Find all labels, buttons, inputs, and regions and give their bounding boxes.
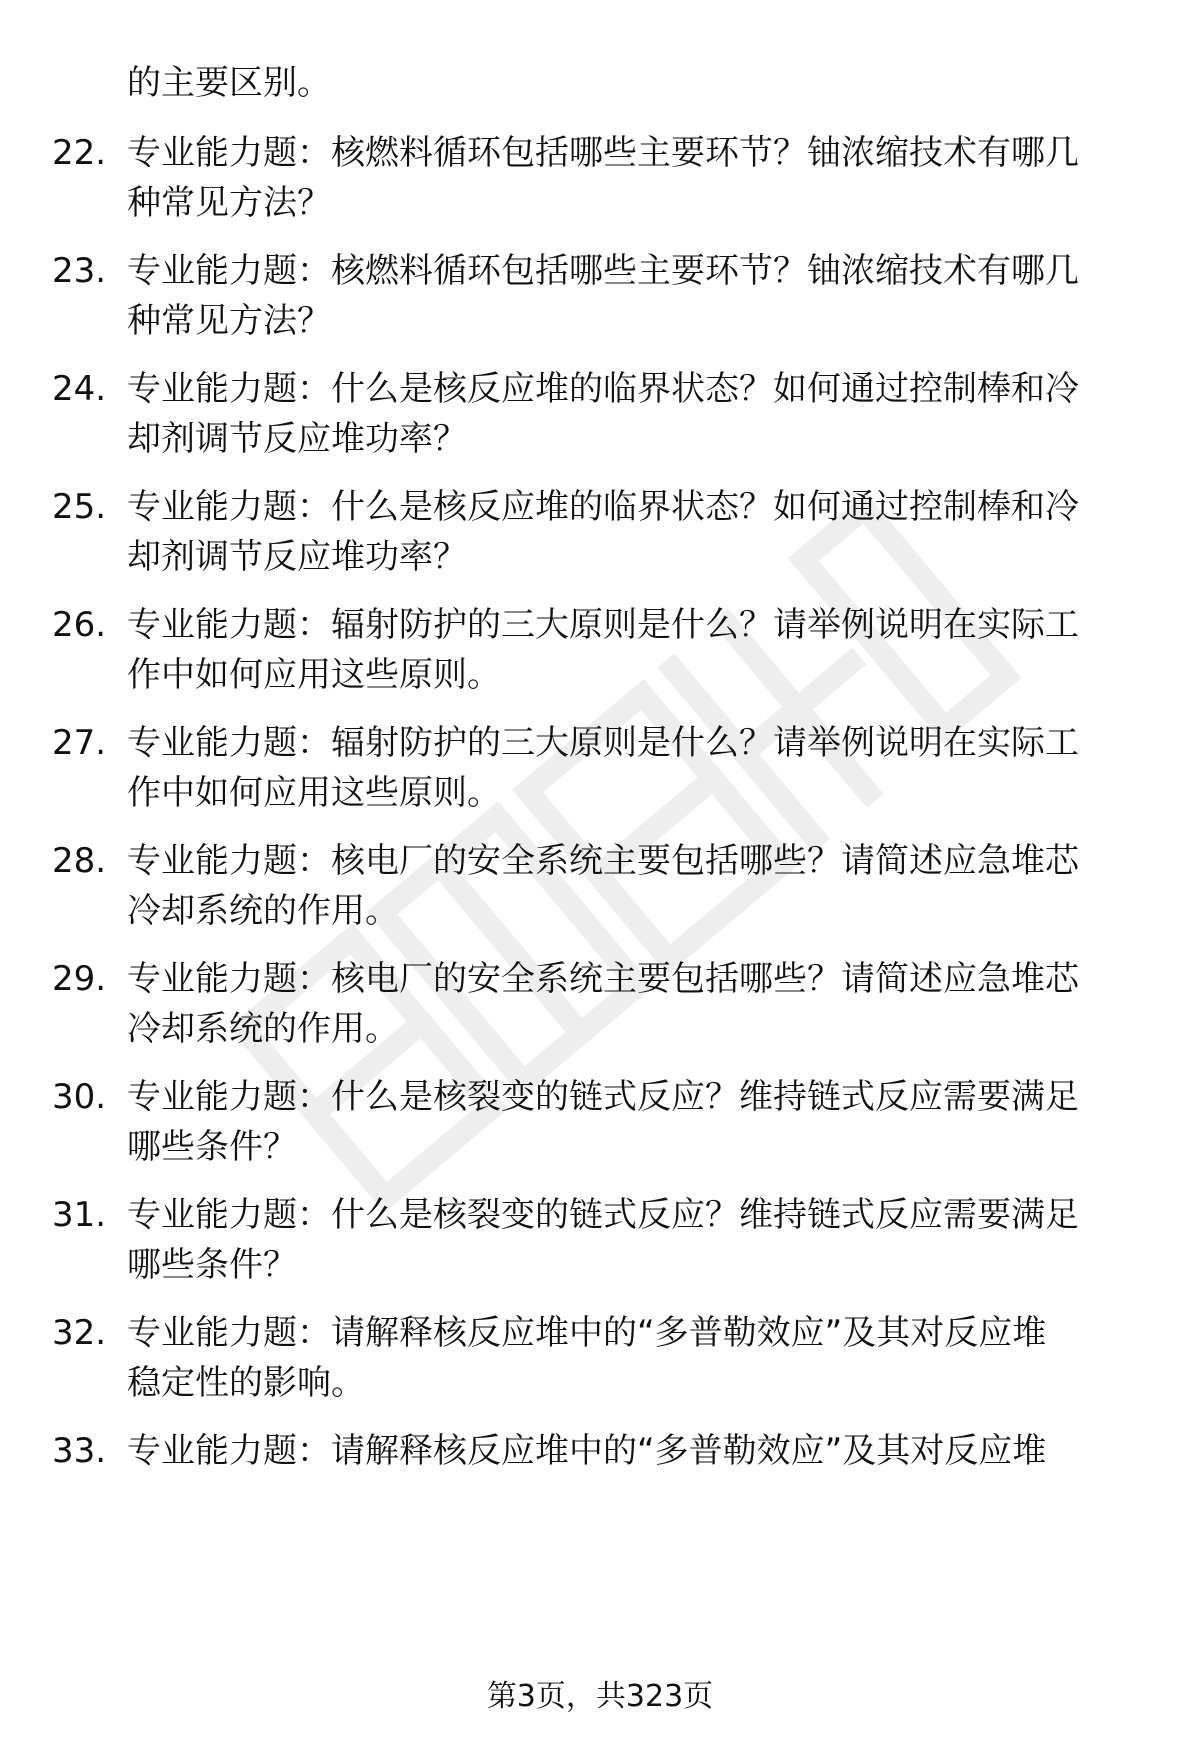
list-item (0, 600, 1200, 710)
question-line: 专业能力题：什么是核裂变的链式反应？维持链式反应需要满足 (127, 1195, 1079, 1235)
list-item (0, 836, 1200, 946)
question-line: 种常见方法？ (127, 301, 331, 341)
question-number: 25. (52, 487, 107, 527)
question-text (127, 246, 1147, 346)
list-item (0, 364, 1200, 474)
question-text (127, 1072, 1147, 1172)
question-number: 30. (52, 1077, 107, 1117)
question-line: 哪些条件？ (127, 1245, 297, 1285)
list-item (0, 128, 1200, 238)
question-text (127, 836, 1147, 936)
question-number: 22. (52, 133, 107, 173)
page-footer: 第3页，共323页 (486, 1679, 714, 1714)
question-number: 23. (52, 251, 107, 291)
question-line: 却剂调节反应堆功率？ (127, 537, 467, 577)
list-item (0, 1190, 1200, 1300)
question-number: 29. (52, 959, 107, 999)
question-line: 哪些条件？ (127, 1127, 297, 1167)
question-text (127, 600, 1147, 700)
question-line: 专业能力题：请解释核反应堆中的“多普勒效应”及其对反应堆 (127, 1431, 1047, 1471)
question-text (127, 1426, 1147, 1476)
list-item (0, 1308, 1200, 1418)
question-line: 专业能力题：什么是核裂变的链式反应？维持链式反应需要满足 (127, 1077, 1079, 1117)
question-line: 专业能力题：核电厂的安全系统主要包括哪些？请简述应急堆芯 (127, 959, 1079, 999)
question-line: 专业能力题：请解释核反应堆中的“多普勒效应”及其对反应堆 (127, 1313, 1047, 1353)
question-number: 27. (52, 723, 107, 763)
question-line: 冷却系统的作用。 (127, 891, 399, 931)
question-line: 作中如何应用这些原则。 (127, 773, 501, 813)
question-line: 专业能力题：核燃料循环包括哪些主要环节？铀浓缩技术有哪几 (127, 133, 1079, 173)
question-text (127, 1190, 1147, 1290)
list-item (0, 482, 1200, 592)
question-line: 专业能力题：核燃料循环包括哪些主要环节？铀浓缩技术有哪几 (127, 251, 1079, 291)
question-number: 28. (52, 841, 107, 881)
question-line: 却剂调节反应堆功率？ (127, 419, 467, 459)
question-text (127, 954, 1147, 1054)
list-item (0, 1426, 1200, 1536)
question-line: 稳定性的影响。 (127, 1363, 365, 1403)
question-line: 专业能力题：辐射防护的三大原则是什么？请举例说明在实际工 (127, 605, 1079, 645)
question-number: 33. (52, 1431, 107, 1471)
question-line: 专业能力题：什么是核反应堆的临界状态？如何通过控制棒和冷 (127, 369, 1079, 409)
question-line: 专业能力题：什么是核反应堆的临界状态？如何通过控制棒和冷 (127, 487, 1079, 527)
question-line: 作中如何应用这些原则。 (127, 655, 501, 695)
question-text (127, 128, 1147, 228)
question-text (127, 718, 1147, 818)
continuation-text: 的主要区别。 (127, 63, 331, 103)
question-line: 冷却系统的作用。 (127, 1009, 399, 1049)
question-text (127, 482, 1147, 582)
question-number: 31. (52, 1195, 107, 1235)
list-item (0, 246, 1200, 356)
question-text (127, 364, 1147, 464)
question-line: 专业能力题：核电厂的安全系统主要包括哪些？请简述应急堆芯 (127, 841, 1079, 881)
list-item (0, 718, 1200, 828)
list-item (0, 1072, 1200, 1182)
question-number: 26. (52, 605, 107, 645)
question-number: 32. (52, 1313, 107, 1353)
question-text (127, 1308, 1147, 1408)
question-number: 24. (52, 369, 107, 409)
question-line: 专业能力题：辐射防护的三大原则是什么？请举例说明在实际工 (127, 723, 1079, 763)
question-line: 种常见方法？ (127, 183, 331, 223)
list-item (0, 954, 1200, 1064)
